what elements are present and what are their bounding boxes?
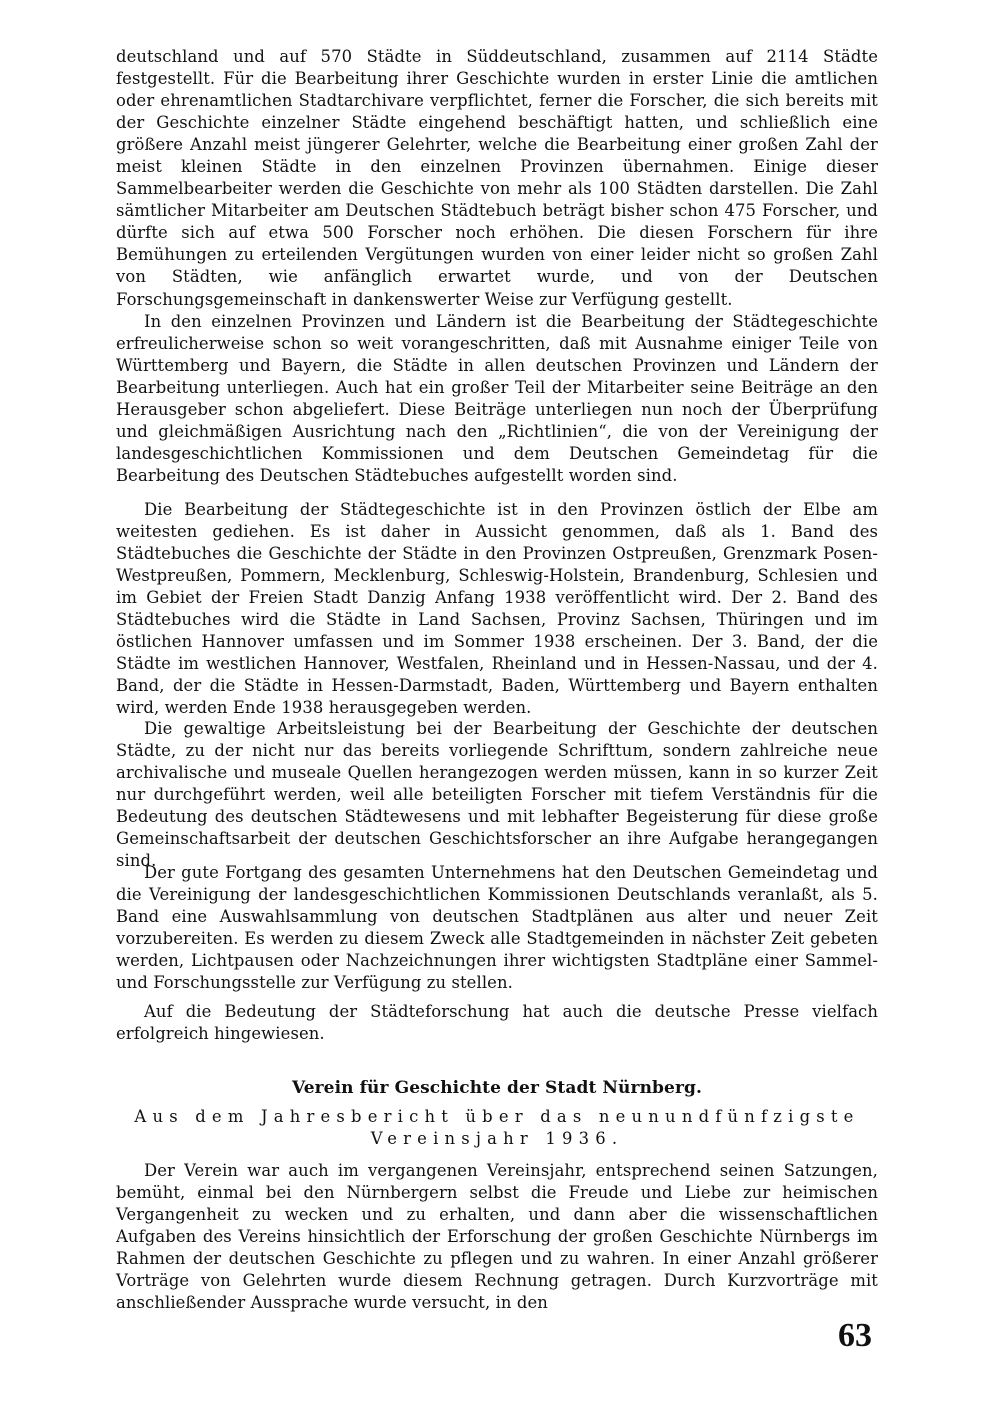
paragraph-cityplans: Der gute Fortgang des gesamten Unternehmens hat den Deutschen Gemeindetag und die Vereinigung der landesgeschichtlichen Kommissionen Deutschlands veranlaßt, als 5. Band eine Auswahlsammlung von deutschen Stadtplänen aus alter und neuer Zeit vorzubereiten. Es werden zu diesem Zweck alle Stadtgemeinden in nächster Zeit gebeten werden, Lichtpausen oder Nachzeichnungen ihrer wichtigsten Stadtpläne einer Sammel- und Forschungsstelle zur Verfügung zu stellen.: [116, 863, 878, 993]
section-body: Der Verein war auch im vergangenen Vereinsjahr, entsprechend seinen Satzungen, bemüht, einmal bei den Nürnbergern selbst die Freude und Liebe zur heimischen Vergangenheit zu wecken und zu erhalten, und dann aber die wissenschaftlichen Aufgaben des Vereins hinsichtlich der Erforschung der großen Geschichte Nürnbergs im Rahmen der deutschen Geschichte zu pflegen und zu wahren. In einer Anzahl größerer Vorträge von Gelehrten wurde diesem Rechnung getragen. Durch Kurzvorträge mit anschließender Aussprache wurde versucht, in den: [116, 1161, 878, 1313]
section-body-block: [116, 1160, 878, 1314]
paragraph-provinces: In den einzelnen Provinzen und Ländern ist die Bearbeitung der Städtegeschichte erfreulicherweise schon so weit vorangeschritten, daß mit Ausnahme einiger Teile von Württemberg und Bayern, die Städte in allen deutschen Provinzen und Ländern der Bearbeitung unterliegen. Auch hat ein großer Teil der Mitarbeiter seine Beiträge an den Herausgeber schon abgeliefert. Diese Beiträge unterliegen nun noch der Überprüfung und gleichmäßigen Ausrichtung nach den „Richtlinien“, die von der Vereinigung der landesgeschichtlichen Kommissionen und dem Deutschen Gemeindetag für die Bearbeitung des Deutschen Städtebuches aufgestellt worden sind.: [116, 312, 878, 486]
page-number: 63: [838, 1317, 872, 1354]
paragraph-block-provinces: [116, 311, 878, 487]
subtitle-line-1: Aus dem Jahresbericht über das neunundfünfzigste: [134, 1107, 860, 1126]
paragraph-workload: Die gewaltige Arbeitsleistung bei der Bearbeitung der Geschichte der deutschen Städte, zu der nicht nur das bereits vorliegende Schrifttum, sondern zahlreiche neue archivalische und museale Quellen herangezogen werden müssen, kann in so kurzer Zeit nur durchgeführt werden, weil alle beteiligten Forscher mit tiefem Verständnis für die Bedeutung des deutschen Städtewesens und mit lebhafter Begeisterung für diese große Gemeinschaftsarbeit der deutschen Geschichtsforscher an ihre Aufgabe herangegangen sind.: [116, 719, 878, 871]
subtitle-line-2: Vereinsjahr 1936.: [370, 1129, 624, 1148]
section-subtitle: [116, 1106, 878, 1150]
paragraph-press: Auf die Bedeutung der Städteforschung hat auch die deutsche Presse vielfach erfolgreich hingewiesen.: [116, 1002, 878, 1044]
paragraph-volunteers: deutschland und auf 570 Städte in Süddeutschland, zusammen auf 2114 Städte festgestellt. Für die Bearbeitung ihrer Geschichte wurden in erster Linie die amtlichen oder ehrenamtlichen Stadtarchivare verpflichtet, ferner die Forscher, die sich bereits mit der Geschichte einzelner Städte eingehend beschäftigt hatten, und schließlich eine größere Anzahl meist jüngerer Gelehrter, welche die Bearbeitung einer großen Zahl der meist kleinen Städte in den einzelnen Provinzen übernahmen. Einige dieser Sammelbearbeiter werden die Geschichte von mehr als 100 Städten darstellen. Die Zahl sämtlicher Mitarbeiter am Deutschen Städtebuch beträgt bisher schon 475 Forscher, und dürfte sich auf etwa 500 Forscher noch erhöhen. Die diesen Forschern für ihre Bemühungen zu erteilenden Vergütungen wurden von einer leider nicht so großen Zahl von Städten, wie anfänglich erwartet wurde, und von der Deutschen Forschungsgemeinschaft in dankenswerter Weise zur Verfügung gestellt.: [116, 47, 878, 309]
section-title: Verein für Geschichte der Stadt Nürnberg.: [291, 1078, 703, 1098]
paragraph-block-press: [116, 1001, 878, 1045]
article-continuation: [116, 46, 878, 311]
paragraph-volumes: Die Bearbeitung der Städtegeschichte ist in den Provinzen östlich der Elbe am weitesten gediehen. Es ist daher in Aussicht genommen, daß als 1. Band des Städtebuches die Geschichte der Städte in den Provinzen Ostpreußen, Grenzmark Posen-Westpreußen, Pommern, Mecklenburg, Schleswig-Holstein, Brandenburg, Schlesien und im Gebiet der Freien Stadt Danzig Anfang 1938 veröffentlicht wird. Der 2. Band des Städtebuches wird die Städte in Land Sachsen, Provinz Sachsen, Thüringen und im östlichen Hannover umfassen und im Sommer 1938 erscheinen. Der 3. Band, der die Städte im westlichen Hannover, Westfalen, Rheinland und in Hessen-Nassau, und der 4. Band, der die Städte in Hessen-Darmstadt, Baden, Württemberg und Bayern enthalten wird, werden Ende 1938 herausgegeben werden.: [116, 500, 878, 718]
section-nuernberg: [116, 1077, 878, 1099]
paragraph-block-workload: [116, 718, 878, 872]
paragraph-block-cityplans: [116, 862, 878, 994]
paragraph-block-volumes: [116, 499, 878, 719]
